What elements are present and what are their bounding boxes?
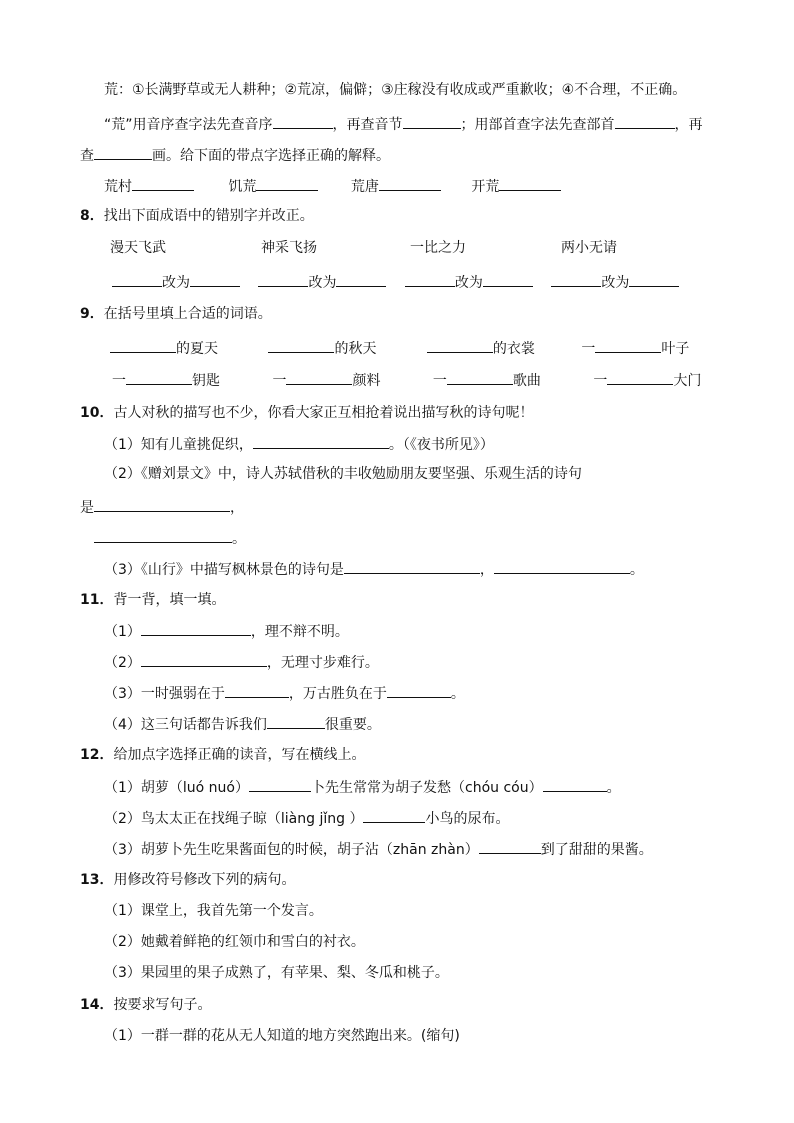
change-label: 改为 — [601, 275, 630, 291]
sentence-text: （1）课堂上，我首先第一个发言。 — [104, 903, 323, 919]
question-number: 14． — [80, 997, 114, 1013]
blank-poem-3[interactable] — [94, 527, 232, 543]
pinyin-text: 。 — [606, 780, 621, 796]
prefix-yi: 一 — [112, 373, 126, 389]
blank-wrong-1[interactable] — [112, 271, 162, 287]
idiom-text: 神采飞扬 — [261, 240, 317, 256]
blank-poem-4[interactable] — [344, 558, 480, 574]
phrase-leaf: 叶子 — [661, 341, 690, 357]
blank-bihua[interactable] — [94, 144, 152, 160]
blank-recite-1[interactable] — [141, 620, 251, 636]
pinyin-text: （1）胡萝（luó nuó） — [104, 780, 249, 796]
question-number: 8． — [80, 208, 104, 224]
idiom-text: 漫天飞武 — [110, 240, 166, 256]
blank-recite-4[interactable] — [387, 682, 451, 698]
pinyin-line-1 — [104, 776, 621, 798]
blank-clothes[interactable] — [427, 337, 493, 353]
question-title: 在括号里填上合适的词语。 — [103, 306, 272, 322]
blank-jihuang[interactable] — [256, 175, 318, 191]
definition-line — [104, 80, 686, 100]
lookup-text-e: 查 — [80, 148, 94, 164]
recite-line-2 — [104, 651, 379, 673]
phrase-paint: 颜料 — [352, 373, 381, 389]
idiom-3 — [410, 238, 466, 258]
pinyin-line-3 — [104, 838, 653, 860]
phrase-summer: 的夏天 — [176, 341, 218, 357]
blank-key[interactable] — [126, 369, 192, 385]
blank-yinxu[interactable] — [273, 113, 333, 129]
recite-text: 。 — [450, 686, 465, 702]
recite-text: （4）这三句话都告诉我们 — [104, 717, 267, 733]
blank-song[interactable] — [447, 369, 513, 385]
recite-text: （2） — [104, 655, 141, 671]
question-14-heading — [80, 995, 211, 1015]
pinyin-text: 到了甜甜的果酱。 — [540, 842, 653, 858]
question-9-heading — [80, 304, 272, 324]
lookup-text-f: 画。给下面的带点字选择正确的解释。 — [152, 148, 390, 164]
rewrite-sentence-1 — [104, 1026, 460, 1046]
blank-summer[interactable] — [110, 337, 176, 353]
blank-right-2[interactable] — [336, 271, 386, 287]
question-title: 按要求写句子。 — [113, 997, 212, 1013]
fill-row-1 — [110, 337, 689, 359]
blank-recite-2[interactable] — [141, 651, 267, 667]
lookup-line-2 — [80, 144, 390, 166]
blank-wrong-2[interactable] — [258, 271, 308, 287]
question-number: 9． — [80, 306, 104, 322]
recite-text: ，理不辩不明。 — [250, 624, 349, 640]
correction-row — [112, 271, 679, 293]
blank-right-4[interactable] — [629, 271, 679, 287]
recite-text: （3）一时强弱在于 — [104, 686, 225, 702]
question-number: 10． — [80, 405, 114, 421]
question-13-heading — [80, 870, 295, 890]
poem-line-3 — [104, 558, 644, 580]
sick-sentence-2 — [104, 932, 365, 952]
word-kaihuang: 开荒 — [471, 179, 500, 195]
lookup-line-1 — [104, 113, 703, 135]
change-label: 改为 — [308, 275, 337, 291]
blank-poem-2[interactable] — [94, 496, 230, 512]
blank-pinyin-2[interactable] — [543, 776, 607, 792]
idiom-1 — [110, 238, 166, 258]
sick-sentence-1 — [104, 901, 323, 921]
blank-autumn[interactable] — [268, 337, 334, 353]
lookup-text-c: ；用部首查字法先查部首 — [460, 117, 615, 133]
recite-line-4 — [104, 713, 381, 735]
poem-text: ， — [479, 562, 494, 578]
change-label: 改为 — [454, 275, 483, 291]
question-8-heading — [80, 206, 314, 226]
question-10-heading — [80, 403, 533, 423]
question-11-heading — [80, 590, 225, 610]
poem-text: （2）《赠刘景文》中，诗人苏轼借秋的丰收勉励朋友要坚强、乐观生活的诗句 — [104, 466, 582, 482]
recite-text: ，万古胜负在于 — [288, 686, 387, 702]
word-huangcun: 荒村 — [104, 179, 132, 195]
sentence-text: （3）果园里的果子成熟了，有苹果、梨、冬瓜和桃子。 — [104, 965, 449, 981]
poem-text: （3）《山行》中描写枫林景色的诗句是 — [104, 562, 344, 578]
blank-poem-1[interactable] — [253, 433, 389, 449]
blank-pinyin-4[interactable] — [479, 838, 541, 854]
blank-right-1[interactable] — [190, 271, 240, 287]
poem-text: 。 — [629, 562, 644, 578]
recite-text: （1） — [104, 624, 141, 640]
recite-line-1 — [104, 620, 349, 642]
blank-recite-3[interactable] — [225, 682, 289, 698]
poem-line-2 — [104, 464, 582, 484]
blank-door[interactable] — [607, 369, 673, 385]
word-huangtang: 荒唐 — [350, 179, 379, 195]
question-title: 找出下面成语中的错别字并改正。 — [103, 208, 314, 224]
prefix-yi: 一 — [581, 341, 596, 357]
idiom-text: 一比之力 — [410, 240, 466, 256]
pinyin-text: 小鸟的尿布。 — [425, 811, 510, 827]
blank-huangtang[interactable] — [379, 175, 441, 191]
fill-row-2 — [112, 369, 701, 391]
blank-recite-5[interactable] — [267, 713, 325, 729]
definition-text: 荒：①长满野草或无人耕种；②荒凉，偏僻；③庄稼没有收成或严重歉收；④不合理，不正确。 — [104, 82, 687, 98]
poem-line-1 — [104, 433, 494, 455]
recite-text: ，无理寸步难行。 — [266, 655, 379, 671]
question-12-heading — [80, 745, 365, 765]
change-label: 改为 — [162, 275, 190, 291]
phrase-autumn: 的秋天 — [334, 341, 377, 357]
blank-wrong-3[interactable] — [405, 271, 455, 287]
poem-text: 。 — [232, 531, 246, 547]
question-number: 11． — [80, 592, 114, 608]
phrase-key: 钥匙 — [192, 373, 220, 389]
poem-text: （1）知有儿童挑促织， — [104, 437, 253, 453]
question-number: 13． — [80, 872, 114, 888]
blank-poem-5[interactable] — [494, 558, 630, 574]
lookup-text-a: “荒”用音序查字法先查音序 — [104, 117, 273, 133]
question-title: 古人对秋的描写也不少，你看大家正互相抢着说出描写秋的诗句呢！ — [113, 405, 534, 421]
question-title: 背一背，填一填。 — [113, 592, 226, 608]
pinyin-line-2 — [104, 807, 509, 829]
lookup-text-b: ，再查音节 — [332, 117, 403, 133]
idiom-2 — [261, 238, 317, 258]
idiom-4 — [561, 238, 617, 258]
recite-text: 很重要。 — [324, 717, 381, 733]
question-number: 12． — [80, 747, 114, 763]
word-jihuang: 饥荒 — [228, 179, 257, 195]
sick-sentence-3 — [104, 963, 449, 983]
blank-pinyin-1[interactable] — [249, 776, 311, 792]
poem-line-2b — [80, 496, 244, 518]
sentence-text: （1）一群一群的花从无人知道的地方突然跑出来。(缩句) — [104, 1028, 460, 1044]
lookup-text-d: ，再 — [674, 117, 703, 133]
poem-text: 是 — [80, 500, 94, 516]
word-choice-row — [104, 175, 561, 197]
recite-line-3 — [104, 682, 465, 704]
blank-yinjie[interactable] — [403, 113, 461, 129]
idiom-text: 两小无请 — [561, 240, 617, 256]
question-title: 用修改符号修改下列的病句。 — [113, 872, 296, 888]
sentence-text: （2）她戴着鲜艳的红领巾和雪白的衬衣。 — [104, 934, 365, 950]
poem-text: 。（《夜书所见》） — [388, 437, 494, 453]
blank-right-3[interactable] — [483, 271, 533, 287]
pinyin-text: （2）鸟太太正在找绳子晾（liàng jǐng ） — [104, 811, 364, 827]
pinyin-text: 卜先生常常为胡子发愁（chóu cóu） — [311, 780, 543, 796]
pinyin-text: （3）胡萝卜先生吃果酱面包的时候，胡子沾（zhān zhàn） — [104, 842, 479, 858]
phrase-song: 歌曲 — [512, 373, 541, 389]
prefix-yi: 一 — [593, 373, 608, 389]
question-title: 给加点字选择正确的读音，写在横线上。 — [113, 747, 366, 763]
blank-huangcun[interactable] — [132, 175, 194, 191]
blank-bushou[interactable] — [615, 113, 675, 129]
blank-leaf[interactable] — [595, 337, 661, 353]
blank-wrong-4[interactable] — [551, 271, 601, 287]
prefix-yi: 一 — [272, 373, 287, 389]
blank-pinyin-3[interactable] — [363, 807, 425, 823]
poem-text: ， — [230, 500, 244, 516]
prefix-yi: 一 — [432, 373, 447, 389]
phrase-clothes: 的衣裳 — [492, 341, 535, 357]
blank-paint[interactable] — [286, 369, 352, 385]
poem-line-2c — [94, 527, 246, 549]
phrase-door: 大门 — [673, 373, 702, 389]
blank-kaihuang[interactable] — [499, 175, 561, 191]
